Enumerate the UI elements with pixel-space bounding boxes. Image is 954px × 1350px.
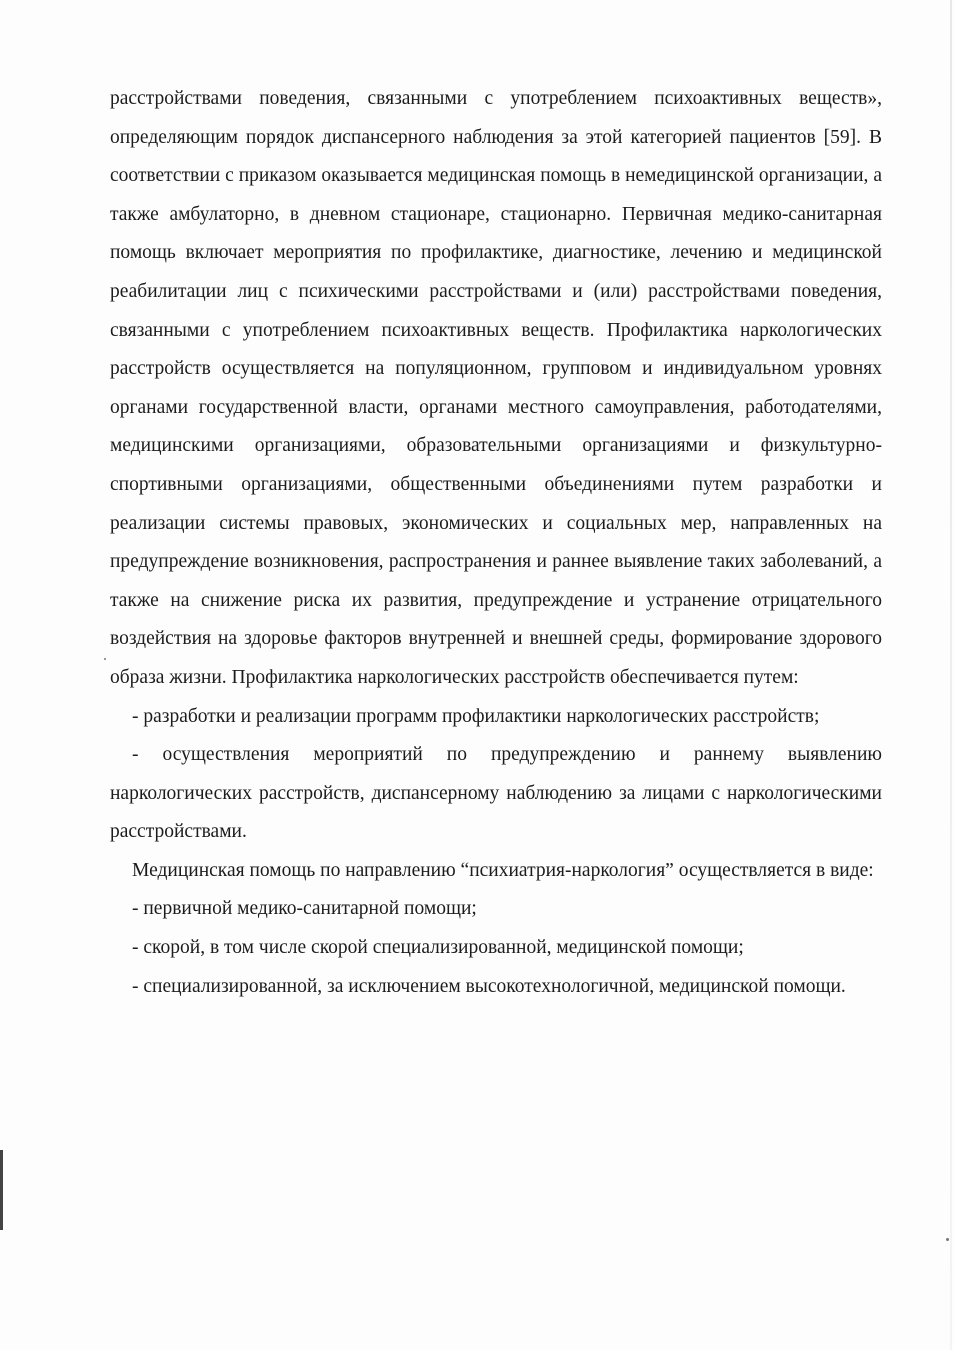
paragraph: - скорой, в том числе скорой специализированной, медицинской помощи;	[132, 937, 744, 959]
paragraph: расстройствами поведения, связанными с употреблением психоактивных веществ», определяющим порядок диспансерного наблюдения за этой категорией пациентов [59]. В соответствии с приказом оказывается медицинская помощь в немедицинской организации, а также амбулаторно, в дневном стационаре, стационарно. Первичная медико-санитарная помощь включает мероприятия по профилактике, диагностике, лечению и медицинской реабилитации лиц с психическими расстройствами и (или) расстройствами поведения, связанными с употреблением психоактивных веществ. Профилактика наркологических расстройств осуществляется на популяционном, групповом и индивидуальном уровнях органами государственной власти, органами местного самоуправления, работодателями, медицинскими организациями, образовательными организациями и физкультурно-спортивными организациями, общественными объединениями путем разработки и реализации системы правовых, экономических и социальных мер, направленных на предупреждение возникновения, распространения и раннее выявление таких заболеваний, а также на снижение риска их развития, предупреждение и устранение отрицательного воздействия на здоровье факторов внутренней и внешней среды, формирование здорового образа жизни. Профилактика наркологических расстройств обеспечивается путем:	[110, 88, 882, 688]
paragraph: Медицинская помощь по направлению “психиатрия-наркология” осуществляется в виде:	[132, 859, 874, 881]
scan-edge-shadow	[950, 0, 952, 1350]
paragraph: - специализированной, за исключением высокотехнологичной, медицинской помощи.	[132, 975, 846, 997]
scan-speck	[946, 1238, 949, 1241]
paragraph: - осуществления мероприятий по предупреждению и раннему выявлению наркологических расстройств, диспансерному наблюдению за лицами с наркологическими расстройствами.	[110, 744, 882, 843]
paragraph: - разработки и реализации программ профилактики наркологических расстройств;	[132, 705, 820, 727]
scan-speck	[104, 658, 106, 660]
scan-edge-mark	[0, 1150, 3, 1230]
document-body	[110, 80, 882, 1006]
paragraph: - первичной медико-санитарной помощи;	[132, 898, 477, 920]
